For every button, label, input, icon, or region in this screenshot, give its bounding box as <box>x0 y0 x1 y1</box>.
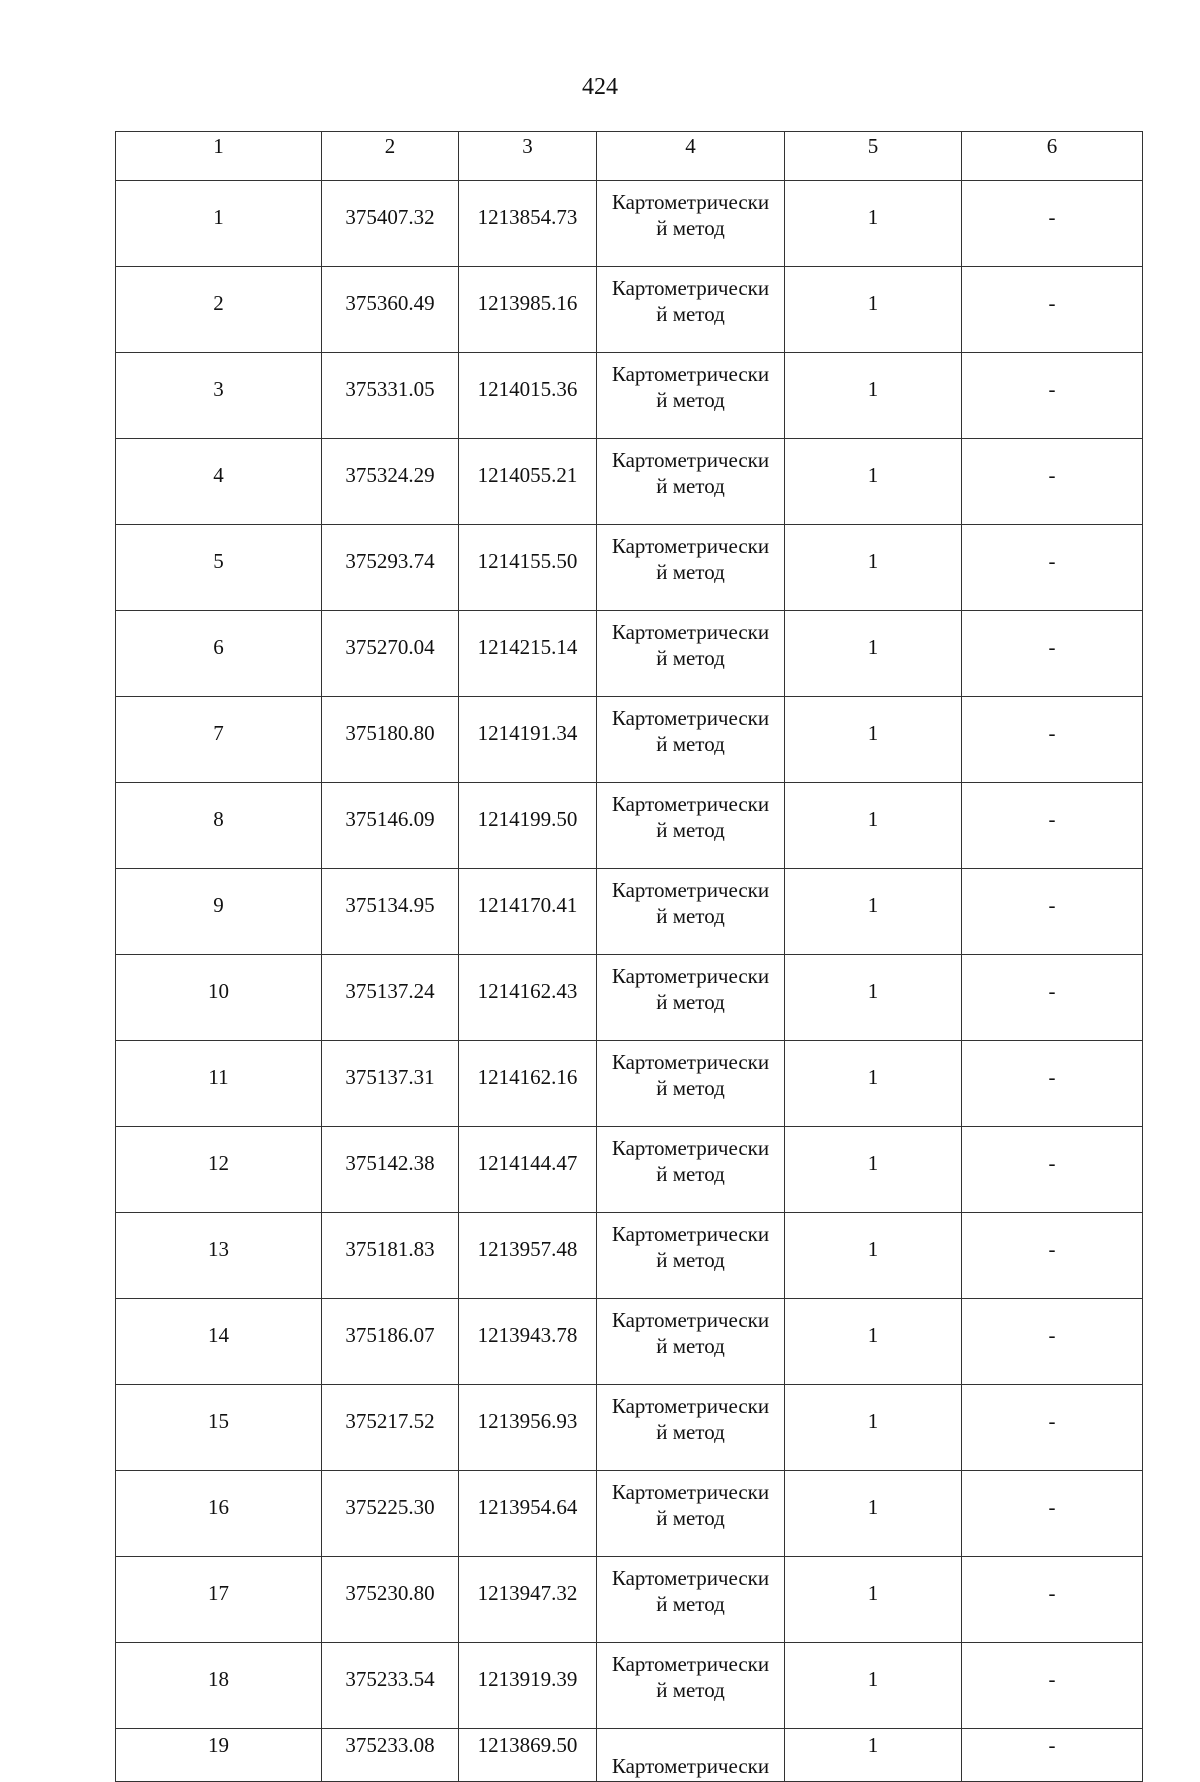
note-cell: - <box>962 697 1143 783</box>
table-row <box>116 353 1143 439</box>
x-coordinate-cell: 375407.32 <box>322 181 459 267</box>
method-cell <box>597 955 785 1041</box>
method-text-line: й метод <box>656 474 725 498</box>
point-number-cell: 2 <box>116 267 322 353</box>
accuracy-cell: 1 <box>785 525 962 611</box>
header-cell: 1 <box>116 132 322 181</box>
point-number-cell: 8 <box>116 783 322 869</box>
note-cell: - <box>962 1471 1143 1557</box>
accuracy-cell: 1 <box>785 181 962 267</box>
method-text-line: Картометрически <box>611 1050 770 1074</box>
method-text-line: й метод <box>656 1334 725 1358</box>
accuracy-cell: 1 <box>785 869 962 955</box>
method-text-line: й метод <box>656 1248 725 1272</box>
method-text-line: Картометрически <box>611 1394 770 1418</box>
y-coordinate-cell: 1213943.78 <box>459 1299 597 1385</box>
point-number-cell: 19 <box>116 1729 322 1782</box>
accuracy-cell: 1 <box>785 1299 962 1385</box>
page-number: 424 <box>582 74 618 100</box>
method-text-line: Картометрически <box>611 1652 770 1676</box>
x-coordinate-cell: 375233.08 <box>322 1729 459 1782</box>
table-row <box>116 955 1143 1041</box>
point-number-cell: 12 <box>116 1127 322 1213</box>
y-coordinate-cell: 1214199.50 <box>459 783 597 869</box>
method-cell <box>597 1729 785 1782</box>
method-cell <box>597 439 785 525</box>
point-number-cell: 1 <box>116 181 322 267</box>
method-cell <box>597 525 785 611</box>
header-cell: 5 <box>785 132 962 181</box>
method-cell <box>597 353 785 439</box>
x-coordinate-cell: 375180.80 <box>322 697 459 783</box>
method-text-line: й метод <box>656 1592 725 1616</box>
method-text-line: Картометрически <box>611 534 770 558</box>
point-number-cell: 5 <box>116 525 322 611</box>
note-cell: - <box>962 1299 1143 1385</box>
x-coordinate-cell: 375181.83 <box>322 1213 459 1299</box>
table-row <box>116 1643 1143 1729</box>
header-cell: 2 <box>322 132 459 181</box>
point-number-cell: 17 <box>116 1557 322 1643</box>
point-number-cell: 16 <box>116 1471 322 1557</box>
y-coordinate-cell: 1213985.16 <box>459 267 597 353</box>
table-header-row <box>116 132 1143 181</box>
table-row <box>116 439 1143 525</box>
table-row <box>116 1041 1143 1127</box>
y-coordinate-cell: 1213919.39 <box>459 1643 597 1729</box>
x-coordinate-cell: 375217.52 <box>322 1385 459 1471</box>
method-text-line: Картометрически <box>611 1222 770 1246</box>
point-number-cell: 13 <box>116 1213 322 1299</box>
accuracy-cell: 1 <box>785 1729 962 1782</box>
point-number-cell: 3 <box>116 353 322 439</box>
x-coordinate-cell: 375324.29 <box>322 439 459 525</box>
table-row <box>116 1557 1143 1643</box>
point-number-cell: 18 <box>116 1643 322 1729</box>
method-text-line: й метод <box>656 560 725 584</box>
method-cell <box>597 1213 785 1299</box>
method-text-line: й метод <box>656 1076 725 1100</box>
x-coordinate-cell: 375233.54 <box>322 1643 459 1729</box>
x-coordinate-cell: 375360.49 <box>322 267 459 353</box>
note-cell: - <box>962 1729 1143 1782</box>
header-cell: 6 <box>962 132 1143 181</box>
note-cell: - <box>962 1643 1143 1729</box>
method-cell <box>597 697 785 783</box>
x-coordinate-cell: 375142.38 <box>322 1127 459 1213</box>
table-row <box>116 611 1143 697</box>
method-text-line: Картометрически <box>611 1754 770 1778</box>
method-text-line: й метод <box>656 732 725 756</box>
method-cell <box>597 611 785 697</box>
note-cell: - <box>962 1127 1143 1213</box>
accuracy-cell: 1 <box>785 955 962 1041</box>
table-row <box>116 267 1143 353</box>
header-cell: 3 <box>459 132 597 181</box>
method-cell <box>597 1127 785 1213</box>
point-number-cell: 10 <box>116 955 322 1041</box>
method-cell <box>597 1299 785 1385</box>
method-text-line: Картометрически <box>611 878 770 902</box>
method-text-line: й метод <box>656 388 725 412</box>
method-cell <box>597 1557 785 1643</box>
table-row <box>116 1299 1143 1385</box>
table-row <box>116 869 1143 955</box>
table-row <box>116 697 1143 783</box>
method-cell <box>597 869 785 955</box>
note-cell: - <box>962 611 1143 697</box>
note-cell: - <box>962 1385 1143 1471</box>
method-cell <box>597 783 785 869</box>
header-cell: 4 <box>597 132 785 181</box>
table-row <box>116 783 1143 869</box>
method-text-line: й метод <box>656 216 725 240</box>
note-cell: - <box>962 1041 1143 1127</box>
accuracy-cell: 1 <box>785 353 962 439</box>
accuracy-cell: 1 <box>785 1643 962 1729</box>
point-number-cell: 6 <box>116 611 322 697</box>
method-text-line: Картометрически <box>611 964 770 988</box>
method-text-line: Картометрически <box>611 1308 770 1332</box>
y-coordinate-cell: 1213954.64 <box>459 1471 597 1557</box>
note-cell: - <box>962 869 1143 955</box>
accuracy-cell: 1 <box>785 1041 962 1127</box>
note-cell: - <box>962 783 1143 869</box>
x-coordinate-cell: 375137.24 <box>322 955 459 1041</box>
method-text-line: Картометрически <box>611 1566 770 1590</box>
method-text-line: й метод <box>656 302 725 326</box>
y-coordinate-cell: 1213869.50 <box>459 1729 597 1782</box>
method-text-line: Картометрически <box>611 620 770 644</box>
method-text-line: Картометрически <box>611 706 770 730</box>
coordinates-table <box>115 131 1143 1782</box>
table-row <box>116 525 1143 611</box>
point-number-cell: 11 <box>116 1041 322 1127</box>
accuracy-cell: 1 <box>785 1471 962 1557</box>
method-text-line: й метод <box>656 1506 725 1530</box>
method-text-line: й метод <box>656 646 725 670</box>
y-coordinate-cell: 1214170.41 <box>459 869 597 955</box>
note-cell: - <box>962 353 1143 439</box>
x-coordinate-cell: 375134.95 <box>322 869 459 955</box>
y-coordinate-cell: 1214215.14 <box>459 611 597 697</box>
accuracy-cell: 1 <box>785 1127 962 1213</box>
table-row <box>116 1127 1143 1213</box>
table-row <box>116 1385 1143 1471</box>
method-text-line: Картометрически <box>611 1136 770 1160</box>
point-number-cell: 4 <box>116 439 322 525</box>
accuracy-cell: 1 <box>785 1557 962 1643</box>
method-text-line: й метод <box>656 818 725 842</box>
method-text-line: й метод <box>656 990 725 1014</box>
y-coordinate-cell: 1213957.48 <box>459 1213 597 1299</box>
accuracy-cell: 1 <box>785 267 962 353</box>
note-cell: - <box>962 1213 1143 1299</box>
method-text-line: й метод <box>656 904 725 928</box>
y-coordinate-cell: 1214155.50 <box>459 525 597 611</box>
method-text-line: Картометрически <box>611 362 770 386</box>
x-coordinate-cell: 375186.07 <box>322 1299 459 1385</box>
point-number-cell: 15 <box>116 1385 322 1471</box>
method-text-line: Картометрически <box>611 276 770 300</box>
accuracy-cell: 1 <box>785 1385 962 1471</box>
method-text-line: Картометрически <box>611 190 770 214</box>
method-cell <box>597 1643 785 1729</box>
note-cell: - <box>962 439 1143 525</box>
point-number-cell: 7 <box>116 697 322 783</box>
table-body <box>116 132 1143 1782</box>
method-cell <box>597 1041 785 1127</box>
y-coordinate-cell: 1214162.43 <box>459 955 597 1041</box>
note-cell: - <box>962 267 1143 353</box>
accuracy-cell: 1 <box>785 783 962 869</box>
accuracy-cell: 1 <box>785 439 962 525</box>
note-cell: - <box>962 525 1143 611</box>
x-coordinate-cell: 375293.74 <box>322 525 459 611</box>
y-coordinate-cell: 1213854.73 <box>459 181 597 267</box>
point-number-cell: 14 <box>116 1299 322 1385</box>
note-cell: - <box>962 1557 1143 1643</box>
x-coordinate-cell: 375146.09 <box>322 783 459 869</box>
y-coordinate-cell: 1214144.47 <box>459 1127 597 1213</box>
method-text-line: Картометрически <box>611 792 770 816</box>
x-coordinate-cell: 375270.04 <box>322 611 459 697</box>
table-row <box>116 1213 1143 1299</box>
point-number-cell: 9 <box>116 869 322 955</box>
method-text-line: й метод <box>656 1162 725 1186</box>
x-coordinate-cell: 375137.31 <box>322 1041 459 1127</box>
method-text-line: й метод <box>656 1678 725 1702</box>
method-cell <box>597 1471 785 1557</box>
method-text-line: Картометрически <box>611 1480 770 1504</box>
y-coordinate-cell: 1213947.32 <box>459 1557 597 1643</box>
note-cell: - <box>962 955 1143 1041</box>
note-cell: - <box>962 181 1143 267</box>
y-coordinate-cell: 1214055.21 <box>459 439 597 525</box>
accuracy-cell: 1 <box>785 697 962 783</box>
method-cell <box>597 1385 785 1471</box>
method-text-line: Картометрически <box>611 448 770 472</box>
y-coordinate-cell: 1214015.36 <box>459 353 597 439</box>
x-coordinate-cell: 375331.05 <box>322 353 459 439</box>
y-coordinate-cell: 1214191.34 <box>459 697 597 783</box>
y-coordinate-cell: 1213956.93 <box>459 1385 597 1471</box>
method-cell <box>597 267 785 353</box>
table-row <box>116 1471 1143 1557</box>
method-cell <box>597 181 785 267</box>
accuracy-cell: 1 <box>785 1213 962 1299</box>
y-coordinate-cell: 1214162.16 <box>459 1041 597 1127</box>
table-row <box>116 1729 1143 1782</box>
table-row <box>116 181 1143 267</box>
accuracy-cell: 1 <box>785 611 962 697</box>
method-text-line: й метод <box>656 1420 725 1444</box>
x-coordinate-cell: 375225.30 <box>322 1471 459 1557</box>
x-coordinate-cell: 375230.80 <box>322 1557 459 1643</box>
